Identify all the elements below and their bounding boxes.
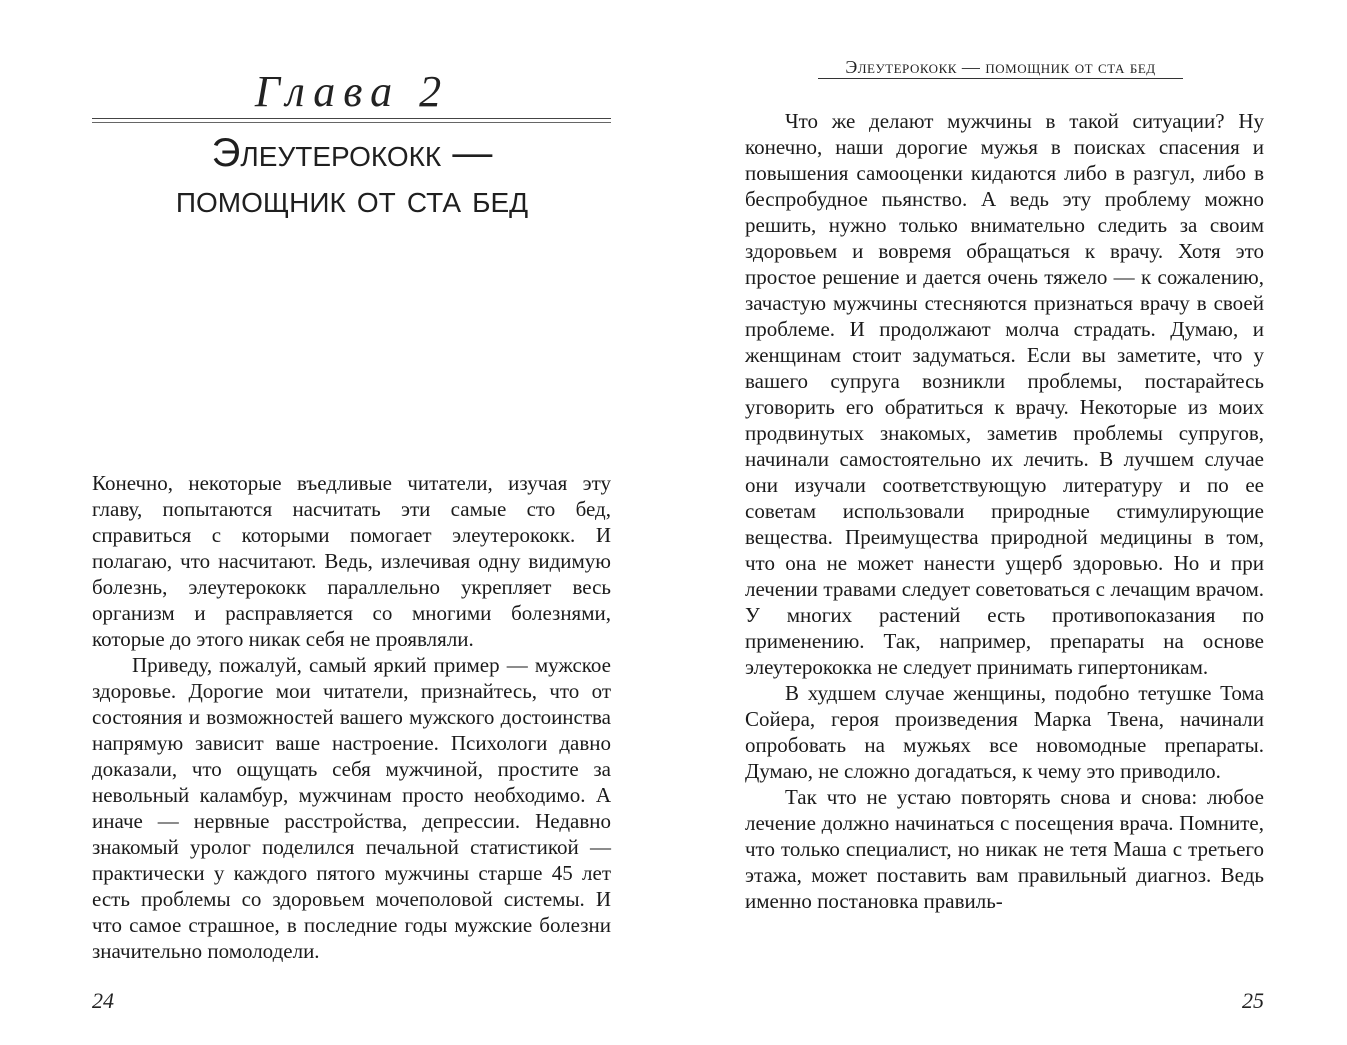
- left-paragraph-1: Конечно, некоторые въедливые читатели, изучая эту главу, попытаются насчитать эти самые сто бед, справиться с которыми помогает элеутерококк. И полагаю, что насчитают. Ведь, излечивая одну видимую болезнь, элеутерококк параллельно укрепляет весь организм и расправляется со многими болезнями, которые до этого никак себя не проявляли.: [92, 471, 611, 651]
- left-page: [0, 0, 673, 1045]
- running-header: Элеутерококк — помощник от ста бед: [845, 57, 1156, 77]
- right-paragraph-2: В худшем случае женщины, подобно тетушке Тома Сойера, героя произведения Марка Твена, начинали опробовать на мужьях все новомодные препараты. Думаю, не сложно догадаться, к чему это приводило.: [745, 681, 1264, 783]
- chapter-title-line-2: помощник от ста бед: [175, 177, 529, 221]
- chapter-title: [92, 130, 612, 222]
- page-number-right: 25: [1242, 988, 1264, 1013]
- page-number-left: 24: [92, 988, 114, 1013]
- left-page-body: [92, 470, 611, 964]
- chapter-label: Глава 2: [254, 67, 450, 116]
- running-header-rule: [818, 78, 1183, 79]
- chapter-divider: [92, 118, 611, 123]
- right-paragraph-3: Так что не устаю повторять снова и снова: любое лечение должно начинаться с посещения врача. Помните, что только специалист, но никак не тетя Маша с третьего этажа, может поставить вам правильный диагноз. Ведь именно постановка правиль-: [745, 785, 1264, 913]
- right-page: [673, 0, 1347, 1045]
- right-paragraph-1: Что же делают мужчины в такой ситуации? Ну конечно, наши дорогие мужья в поисках спасения и повышения самооценки кидаются либо в разгул, либо в беспробудное пьянство. А ведь эту проблему можно решить, нужно только внимательно следить за своим здоровьем и вовремя обращаться к врачу. Хотя это простое решение и дается очень тяжело — к сожалению, зачастую мужчины стесняются признаться врачу в своей проблеме. И продолжают молча страдать. Думаю, и женщинам стоит задуматься. Если вы заметите, что у вашего супруга возникли проблемы, постарайтесь уговорить его обратиться к врачу. Некоторые из моих продвинутых знакомых, заметив проблемы супругов, начинали самостоятельно их лечить. В лучшем случае они изучали соответствующую литературу и по ее советам использовали природные стимулирующие вещества. Преимущества природной медицины в том, что она не может нанести ущерб здоровью. Но и при лечении травами следует советоваться с лечащим врачом. У многих растений есть противопоказания по применению. Так, например, препараты на основе элеутерококка не следует принимать гипертоникам.: [745, 109, 1264, 679]
- left-paragraph-2: Приведу, пожалуй, самый яркий пример — мужское здоровье. Дорогие мои читатели, признайтесь, что от состояния и возможностей вашего мужского достоинства напрямую зависит ваше настроение. Психологи давно доказали, что ощущать себя мужчиной, простите за невольный каламбур, мужчинам просто необходимо. А иначе — нервные расстройства, депрессии. Недавно знакомый уролог поделился печальной статистикой — практически у каждого пятого мужчины старше 45 лет есть проблемы со здоровьем мочеполовой системы. И что самое страшное, в последние годы мужские болезни значительно помолодели.: [92, 653, 611, 963]
- right-page-body: [745, 108, 1264, 914]
- chapter-title-line-1: Элеутерококк —: [211, 131, 493, 175]
